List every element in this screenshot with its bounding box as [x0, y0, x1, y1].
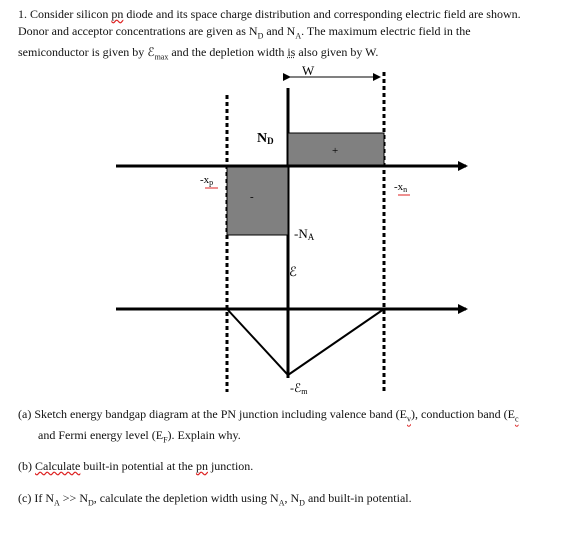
field-min-label: -ℰm — [290, 381, 308, 396]
width-label: W — [302, 63, 315, 78]
problem-number: 1. — [18, 7, 27, 21]
question-b: (b) Calculate built-in potential at the pn junction. — [18, 459, 254, 473]
problem-statement: 1. Consider silicon pn diode and its space charge distribution and corresponding electric field are shown. Donor and acceptor concentrations are given as $N_D$ and $N_A$. The maximum electric field in the semiconductor is given by ℰ$_{max}$ and the depletion width is also given by W. — [18, 7, 521, 62]
donor-label: ND — [257, 131, 274, 146]
pn-word: pn — [111, 7, 124, 21]
acceptor-charge-block — [227, 167, 288, 235]
right-edge-label: -xn — [394, 181, 408, 194]
left-edge-label: -xp — [200, 174, 214, 187]
plus-sign: + — [332, 145, 339, 157]
question-c: (c) If $N_A >> N_D$, calculate the depletion width using $N_A$, $N_D$ and built-in potential. — [18, 491, 412, 508]
acceptor-label: -NA — [294, 226, 315, 242]
question-a: (a) Sketch energy bandgap diagram at the PN junction including valence band $(E_v)$, conduction band ($E_c$ and Fermi energy level $(E_F)$. Explain why. — [18, 407, 519, 445]
field-symbol: ℰ — [289, 264, 297, 279]
electric-field-profile — [227, 309, 384, 375]
minus-sign: - — [250, 191, 254, 203]
